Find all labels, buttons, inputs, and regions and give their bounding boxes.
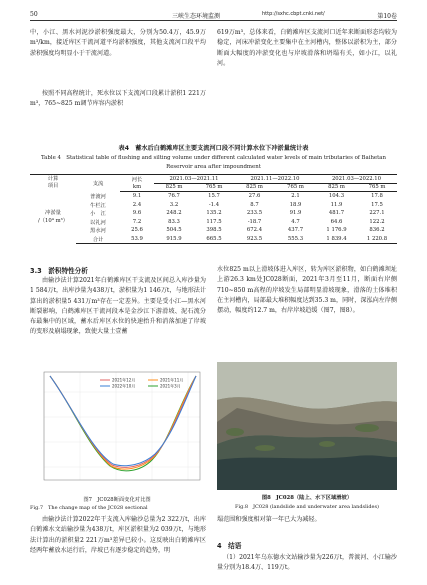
table-cell: 27.6	[248, 193, 261, 200]
table-cell: 以礼河	[90, 219, 106, 226]
table-cell: 135.2	[206, 210, 222, 217]
table-cell: 504.5	[166, 227, 182, 234]
table-cell: 7.2	[132, 218, 142, 225]
unit-km: km	[120, 183, 154, 192]
group-label-1: 冲淤量	[45, 210, 61, 217]
table-cell: 18.9	[289, 201, 302, 208]
table-cell: 64.6	[330, 218, 343, 225]
table-cell: 836.2	[369, 227, 385, 234]
table-title-en: Table 4 Statistical table of flushing and silting volume under different calculated water levels of main tributaries of Baihetan Reservoir area after impoundment	[41, 155, 386, 170]
section-heading-3-3: 3.3 淤积特性分析	[30, 267, 88, 275]
table-cell: 398.5	[206, 227, 222, 234]
table-cell: 3.2	[169, 201, 179, 208]
header-period-2: 2021.11—2022.10	[234, 175, 316, 184]
table-cell: -18.7	[247, 218, 262, 225]
unit-825: 825 m	[234, 183, 275, 192]
header-tributary: 支流	[76, 175, 120, 192]
table-cell: 117.5	[206, 218, 222, 225]
sec33-paragraph-right: 水位825 m以上滑坡体进入库区，转为库区淤积物，如白鹤滩坝址上游26.3 km处JC028断面，2021年3月至11月，断面右岸侧710~850 m高程的岸坡发生局部明显滑坡现象，滑落的土体堆积在主河槽内，局部最大堆积幅度达到35.3 m，同时，深泓向左岸侧摆动，幅度约12.7 m，右岸岸坡趋缓（图7，图8）。	[217, 266, 397, 315]
sec33-paragraph-right-2: 塌范围和强度相对第一年已大为减轻。	[217, 516, 321, 523]
journal-url[interactable]: http://sxhc.cbpt.cnki.net/	[262, 11, 325, 17]
table-cell: 25.6	[131, 227, 143, 234]
table-cell: 9.1	[132, 193, 142, 200]
running-header	[30, 9, 397, 21]
unit-825: 825 m	[154, 183, 194, 192]
table-cell: 227.1	[369, 210, 385, 217]
table-cell: 9.6	[132, 210, 142, 217]
table-total-cell: 915.9	[154, 235, 194, 244]
intro-paragraph-left: 中，小江、黑水河泥沙淤积强度最大，分别为50.4万，45.9万m³/km，接近库区干流河道平均淤积强度，其他支流河口段平均淤积强度均明显小于干流河道。	[30, 29, 206, 57]
table-total-cell: 1 839.4	[316, 235, 357, 244]
fig7-caption: 图7 JC028断面变化对比图	[83, 497, 151, 503]
table-cell: 4.7	[291, 218, 300, 225]
table-cell: 黑水河	[90, 228, 106, 235]
section-heading-4: 4 结语	[217, 542, 242, 550]
legend-label: 2021年11月	[160, 377, 184, 383]
table-cell: 83.3	[168, 218, 180, 225]
table-cell: 15.7	[208, 193, 220, 200]
fig8-caption-en: Fig.8 JC028 (landslide and underwater area landslides)	[235, 504, 379, 510]
table-cell: 牛栏江	[90, 202, 106, 209]
table-cell: 91.9	[289, 210, 302, 217]
conclusion-paragraph: （1）2021年乌东德水文站输沙量为226万t，普渡河、小江输沙量分别为18.4万、119万t。	[217, 554, 397, 572]
table-cell: 1 176.9	[326, 227, 347, 234]
table-cell: 104.3	[328, 193, 345, 200]
table-cell: 76.7	[168, 193, 180, 200]
journal-name: 三峡生态环境监测	[172, 13, 221, 20]
table-cell: 2.1	[291, 193, 300, 200]
fig7-caption-en: Fig.7 The change map of the JC028 sectional	[30, 505, 148, 511]
table-cell: -1.4	[208, 201, 220, 208]
table-title: 表4 蓄水后白鹤滩库区主要支流河口段不同计算水位下冲淤量统计表	[118, 145, 309, 152]
table-cell: 672.4	[246, 227, 263, 234]
table-cell: 233.5	[246, 210, 263, 217]
header-length: 河长	[120, 175, 154, 184]
siltation-table	[30, 174, 397, 244]
table-cell: 248.2	[166, 210, 182, 217]
header-period-1: 2021.03—2021.11	[154, 175, 234, 184]
table-total-cell: 555.3	[275, 235, 316, 244]
table-cell: 481.7	[328, 210, 345, 217]
legend-label: 2021年12月	[112, 377, 136, 383]
legend-label: 2022年10月	[112, 383, 136, 389]
header-calc-item: 计算 项目	[30, 175, 76, 192]
unit-825: 825 m	[316, 183, 357, 192]
unit-765: 765 m	[275, 183, 316, 192]
table-cell: 普渡河	[90, 193, 106, 200]
table-cell: 8.7	[250, 201, 259, 208]
table-cell: 437.7	[287, 227, 304, 234]
table-total-cell: 合计	[76, 235, 120, 244]
table-total-cell: 1 220.8	[357, 235, 397, 244]
table-total-cell: 665.5	[194, 235, 234, 244]
table-total-cell: 53.9	[120, 235, 154, 244]
page-number: 50	[30, 11, 38, 18]
table-cell: 122.2	[369, 218, 385, 225]
fig8-caption: 图8 JC028（陆上、水下区域滑坡）	[261, 495, 353, 501]
group-label-2: /（10⁴ m³）	[37, 218, 69, 225]
header-period-3: 2021.03—2022.10	[316, 175, 397, 184]
table-cell: 17.8	[371, 193, 383, 200]
fig8-landslide-photo	[217, 362, 397, 490]
table-cell: 11.9	[330, 201, 343, 208]
table-cell: 17.5	[371, 201, 383, 208]
unit-765: 765 m	[357, 183, 397, 192]
table-cell: 小 江	[90, 211, 106, 218]
fig7-cross-section-chart	[30, 362, 204, 492]
legend-label: 2021年3月	[160, 383, 181, 389]
sec33-paragraph-left: 由输沙法计算2021年白鹤滩库区干支流及区间总入库沙量为1 584万t，出库沙量为438万t，淤积量为1 146万t，与地形法计算出的淤积量5 431万m³存在一定差异。主要是受小江—黑水河断裂影响，白鹤滩库区干流河段本是金沙江下游滑坡、泥石流分布最集中的区域，蓄水后库区水位的快速抬升和消落加速了岸坡的变形及崩塌现象，致使大量土壹蓄	[30, 277, 206, 336]
table-total-cell: 923.5	[234, 235, 275, 244]
intro-paragraph-right: 619万m³，总体来看，白鹤滩库区支流河口近年来断面形态均较为稳定，河床冲淤变化主要集中在主河槽内，整体以淤积为主，部分断面大幅度的冲淤变化也与岸坡滑落和坍塌有关，如小江，以礼河。	[217, 29, 397, 67]
table-cell: 2.4	[132, 201, 142, 208]
volume-label: 第10卷	[377, 13, 397, 20]
unit-765: 765 m	[194, 183, 234, 192]
sec33-paragraph-left-2: 由输沙法计算2022年干支流入库输沙总量为2 322万t，出库白鹤滩水文站输沙量为438万t，库区淤积量为2 039万t，与地形法计算出的淤积量2 221万m³差异已较小。这反映出白鹤滩库区经两年蓄放水运行后，岸坡已有逐步稳定的趋势，明	[30, 516, 206, 554]
intro-paragraph-left-2: 按照不同高程统计，死水位以下支流河口段累计淤积1 221万m³，765~825 m调节库容内淤积	[30, 90, 206, 108]
group-label	[30, 192, 76, 244]
